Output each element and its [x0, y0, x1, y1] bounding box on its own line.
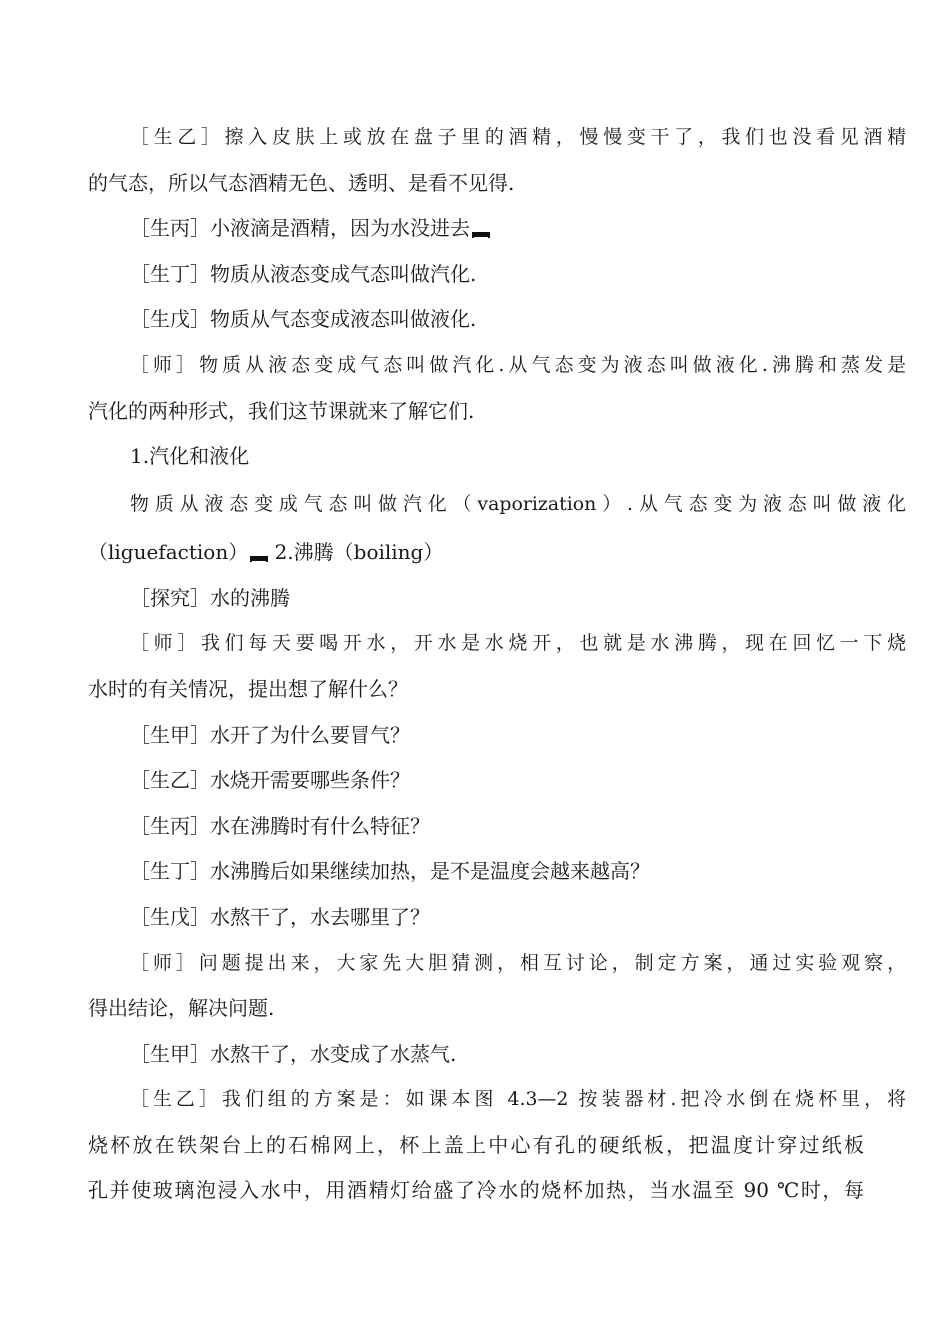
paragraph-text: ［生丙］小液滴是酒精，因为水没进去: [130, 216, 470, 241]
paragraph-line: 孔并使玻璃泡浸入水中，用酒精灯给盛了冷水的烧杯加热，当水温至 90 ℃时，每: [88, 1178, 864, 1203]
paragraph-line: ［生甲］水熬干了，水变成了水蒸气.: [130, 1041, 457, 1066]
paragraph-line: ［生甲］水开了为什么要冒气？: [130, 722, 410, 747]
paragraph-line: ［生乙］水烧开需要哪些条件？: [130, 768, 410, 793]
paragraph-line: 物质从液态变成气态叫做汽化（vaporization）.从气态变为液态叫做液化: [130, 492, 906, 515]
paragraph-line: ［师］我们每天要喝开水，开水是水烧开，也就是水沸腾，现在回忆一下烧: [130, 632, 906, 655]
paragraph-line: 得出结论，解决问题.: [88, 996, 275, 1021]
paragraph-line: 的气态，所以气态酒精无色、透明、是看不见得.: [88, 170, 515, 195]
section-heading: 1.汽化和液化: [130, 444, 250, 469]
paragraph-line: ［生戊］水熬干了，水去哪里了？: [130, 904, 430, 929]
paragraph-line: ［生乙］我们组的方案是：如课本图 4.3—2 按装器材.把冷水倒在烧杯里，将: [130, 1088, 906, 1111]
section-heading: 2.沸腾（boiling）: [274, 539, 444, 564]
placeholder-mark-icon: [472, 232, 490, 238]
paragraph-line: ［探究］水的沸腾: [130, 585, 290, 610]
paragraph-line: 烧杯放在铁架台上的石棉网上，杯上盖上中心有孔的硬纸板，把温度计穿过纸板: [88, 1132, 864, 1157]
paragraph-line: ［师］物质从液态变成气态叫做汽化.从气态变为液态叫做液化.沸腾和蒸发是: [130, 353, 906, 376]
paragraph-line: [88, 206, 864, 252]
paragraph-line: ［生丙］水在沸腾时有什么特征？: [130, 813, 430, 838]
paragraph-line: ［师］问题提出来，大家先大胆猜测，相互讨论，制定方案，通过实验观察，: [130, 951, 906, 974]
paragraph-line: ［生乙］擦入皮肤上或放在盘子里的酒精，慢慢变干了，我们也没看见酒精: [130, 126, 906, 148]
paragraph-line: ［生丁］物质从液态变成气态叫做汽化.: [130, 261, 477, 286]
paragraph-line: 水时的有关情况，提出想了解什么？: [88, 676, 408, 701]
paragraph-line: [88, 528, 864, 576]
paragraph-line: ［生丁］水沸腾后如果继续加热，是不是温度会越来越高？: [130, 859, 650, 884]
document-body: [88, 115, 906, 1214]
paragraph-line: 汽化的两种形式，我们这节课就来了解它们.: [88, 398, 475, 423]
placeholder-mark-icon: [250, 556, 268, 562]
paragraph-text: （liguefaction）: [88, 539, 249, 564]
paragraph-line: ［生戊］物质从气态变成液态叫做液化.: [130, 307, 477, 332]
